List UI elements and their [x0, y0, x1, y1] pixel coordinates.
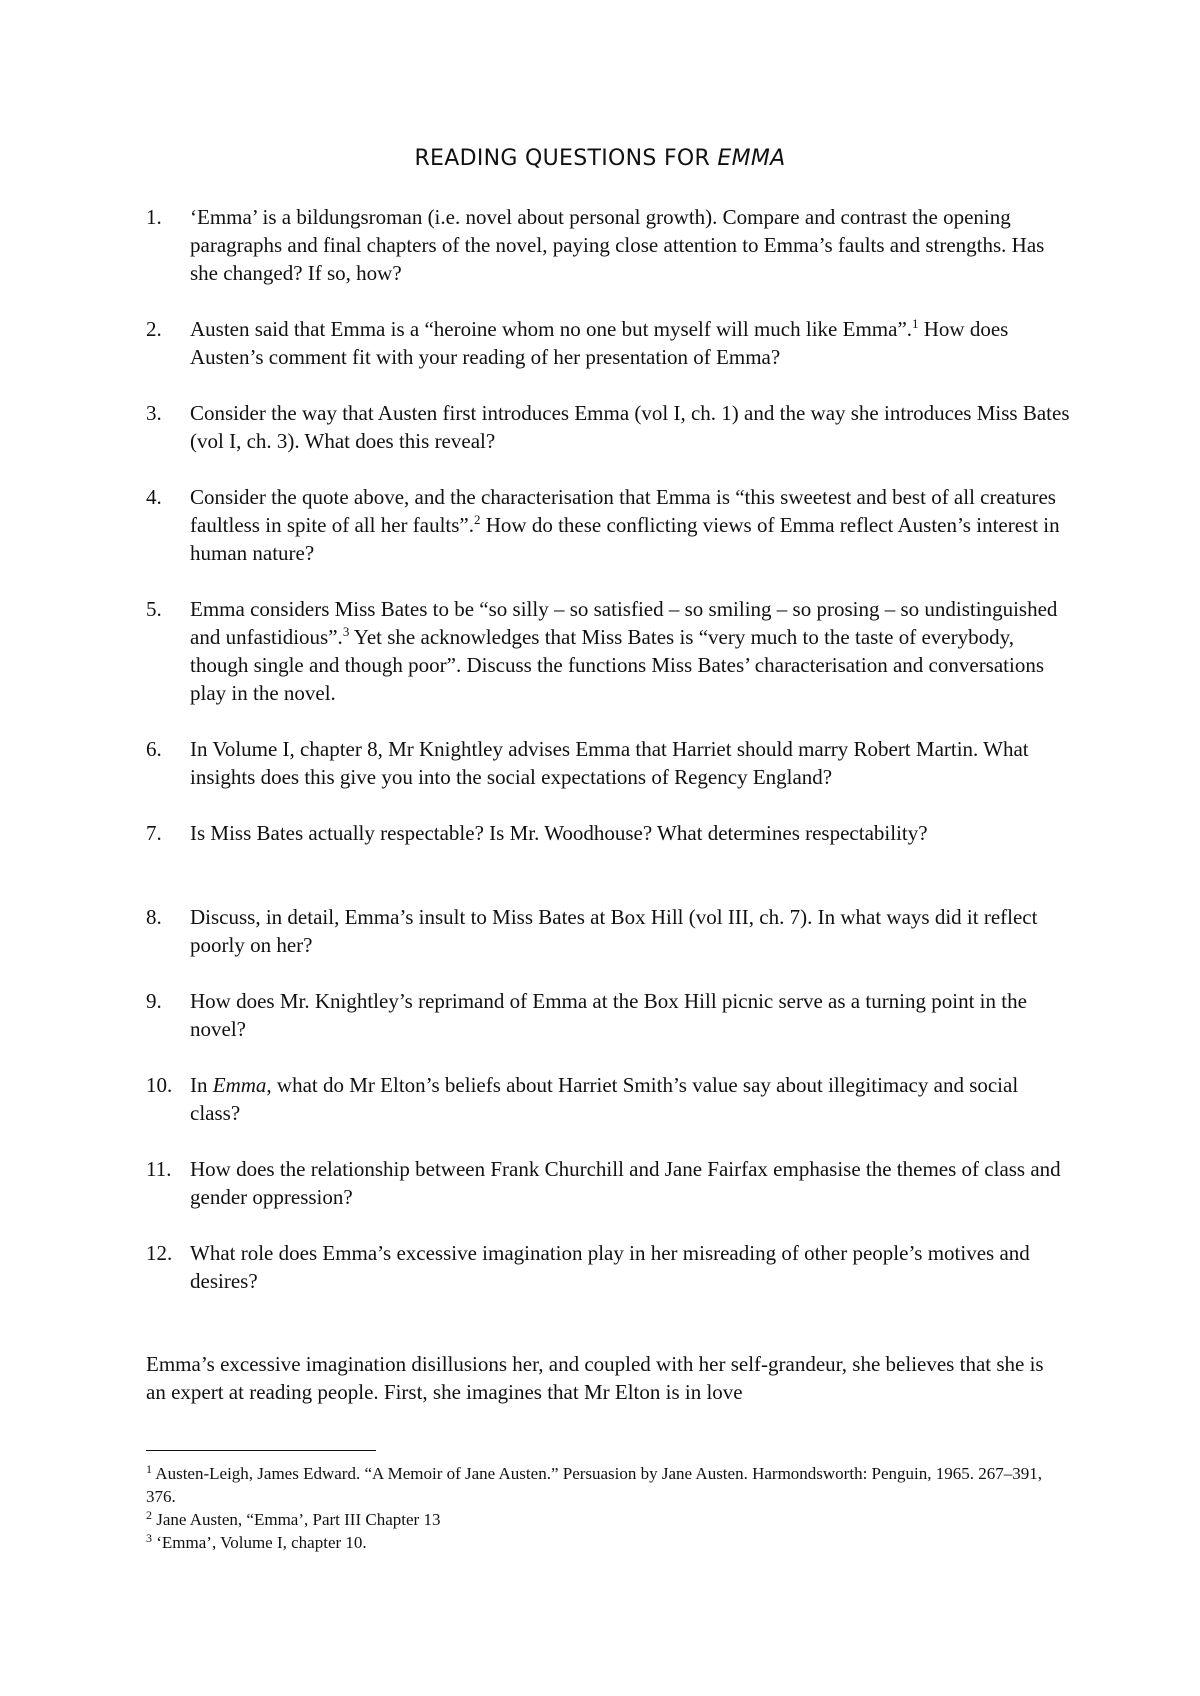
question-item-11 [0, 1155, 1200, 1211]
question-item-4 [0, 483, 1200, 567]
question-number: 9. [146, 989, 162, 1013]
question-text-part: How does Austen’s comment fit with your reading of her presentation of Emma? [190, 317, 1009, 369]
body-paragraph: Emma’s excessive imagination disillusions her, and coupled with her self-grandeur, she believes that she is an expert at reading people. First, she imagines that Mr Elton is in love [146, 1352, 1044, 1404]
question-item-2 [0, 315, 1200, 371]
question-item-6 [0, 735, 1200, 791]
footnote-separator [146, 1450, 376, 1451]
question-text-part: Emma considers Miss Bates to be “so silly – so satisfied – so smiling – so prosing – so undistinguished and unfastidious”. [190, 597, 1058, 649]
question-text-part: In [190, 1073, 213, 1097]
question-text-part: Yet she acknowledges that Miss Bates is “very much to the taste of everybody, though single and though poor”. Discuss the functions Miss Bates’ characterisation and conversations play in the novel. [190, 625, 1045, 705]
footnote-text: Austen-Leigh, James Edward. “A Memoir of Jane Austen.” Persuasion by Jane Austen. Harmondsworth: Penguin, 1965. 267–391, 376. [146, 1464, 1043, 1506]
footnote-mark: 3 [146, 1531, 152, 1545]
question-text [190, 315, 1070, 371]
question-text: What role does Emma’s excessive imagination play in her misreading of other people’s motives and desires? [190, 1241, 1030, 1293]
question-text: In Volume I, chapter 8, Mr Knightley advises Emma that Harriet should marry Robert Martin. What insights does this give you into the social expectations of Regency England? [190, 737, 1029, 789]
question-text: Is Miss Bates actually respectable? Is Mr. Woodhouse? What determines respectability? [190, 821, 928, 845]
question-text [190, 595, 1070, 707]
question-number: 7. [146, 821, 162, 845]
footnote-text: ‘Emma’, Volume I, chapter 10. [152, 1533, 367, 1552]
question-number: 3. [146, 401, 162, 425]
page-title-emphasis: EMMA [717, 146, 786, 171]
footnote-3 [146, 1531, 1066, 1554]
question-number: 12. [146, 1241, 173, 1265]
question-item-9 [0, 987, 1200, 1043]
question-number: 1. [146, 205, 162, 229]
question-text: Discuss, in detail, Emma’s insult to Miss Bates at Box Hill (vol III, ch. 7). In what ways did it reflect poorly on her? [190, 905, 1038, 957]
question-item-10 [0, 1071, 1200, 1127]
question-text-emphasis: Emma [212, 1073, 267, 1097]
question-text [190, 1071, 1070, 1127]
question-number: 4. [146, 485, 162, 509]
question-item-8 [0, 903, 1200, 959]
question-text-part: Consider the quote above, and the characterisation that Emma is “this sweetest and best of all creatures faultless in spite of all her faults”. [190, 485, 1056, 537]
footnote-2 [146, 1508, 1066, 1531]
question-text: ‘Emma’ is a bildungsroman (i.e. novel about personal growth). Compare and contrast the opening paragraphs and final chapters of the novel, paying close attention to Emma’s faults and strengths. Has she changed? If so, how? [190, 205, 1045, 285]
page-title [0, 146, 1200, 171]
footnote-reference: 2 [474, 512, 481, 527]
question-number: 11. [146, 1157, 172, 1181]
question-number: 2. [146, 317, 162, 341]
footnote-reference: 3 [342, 624, 350, 639]
footnotes [146, 1462, 1066, 1554]
question-list [0, 203, 1200, 1323]
question-text: Consider the way that Austen first introduces Emma (vol I, ch. 1) and the way she introduces Miss Bates (vol I, ch. 3). What does this reveal? [190, 401, 1070, 453]
question-item-3 [0, 399, 1200, 455]
question-number: 10. [146, 1073, 173, 1097]
question-number: 6. [146, 737, 162, 761]
footnote-1 [146, 1462, 1066, 1508]
question-text: How does the relationship between Frank Churchill and Jane Fairfax emphasise the themes of class and gender oppression? [190, 1157, 1061, 1209]
footnote-mark: 2 [146, 1508, 152, 1522]
footnote-reference: 1 [912, 316, 919, 331]
question-text-part: Austen said that Emma is a “heroine whom no one but myself will much like Emma”. [190, 317, 913, 341]
question-text: How does Mr. Knightley’s reprimand of Emma at the Box Hill picnic serve as a turning point in the novel? [190, 989, 1027, 1041]
question-text-part: , what do Mr Elton’s beliefs about Harriet Smith’s value say about illegitimacy and social class? [190, 1073, 1019, 1125]
footnote-text: Jane Austen, “Emma’, Part III Chapter 13 [152, 1510, 441, 1529]
footnote-mark: 1 [146, 1462, 152, 1476]
question-item-12 [0, 1239, 1200, 1295]
question-number: 5. [146, 597, 162, 621]
question-text [190, 483, 1070, 567]
question-text-part: How do these conflicting views of Emma reflect Austen’s interest in human nature? [190, 513, 1060, 565]
page-title-text: READING QUESTIONS FOR [414, 146, 718, 171]
question-item-7 [0, 819, 1200, 847]
question-item-5 [0, 595, 1200, 707]
question-item-1 [0, 203, 1200, 287]
question-number: 8. [146, 905, 162, 929]
